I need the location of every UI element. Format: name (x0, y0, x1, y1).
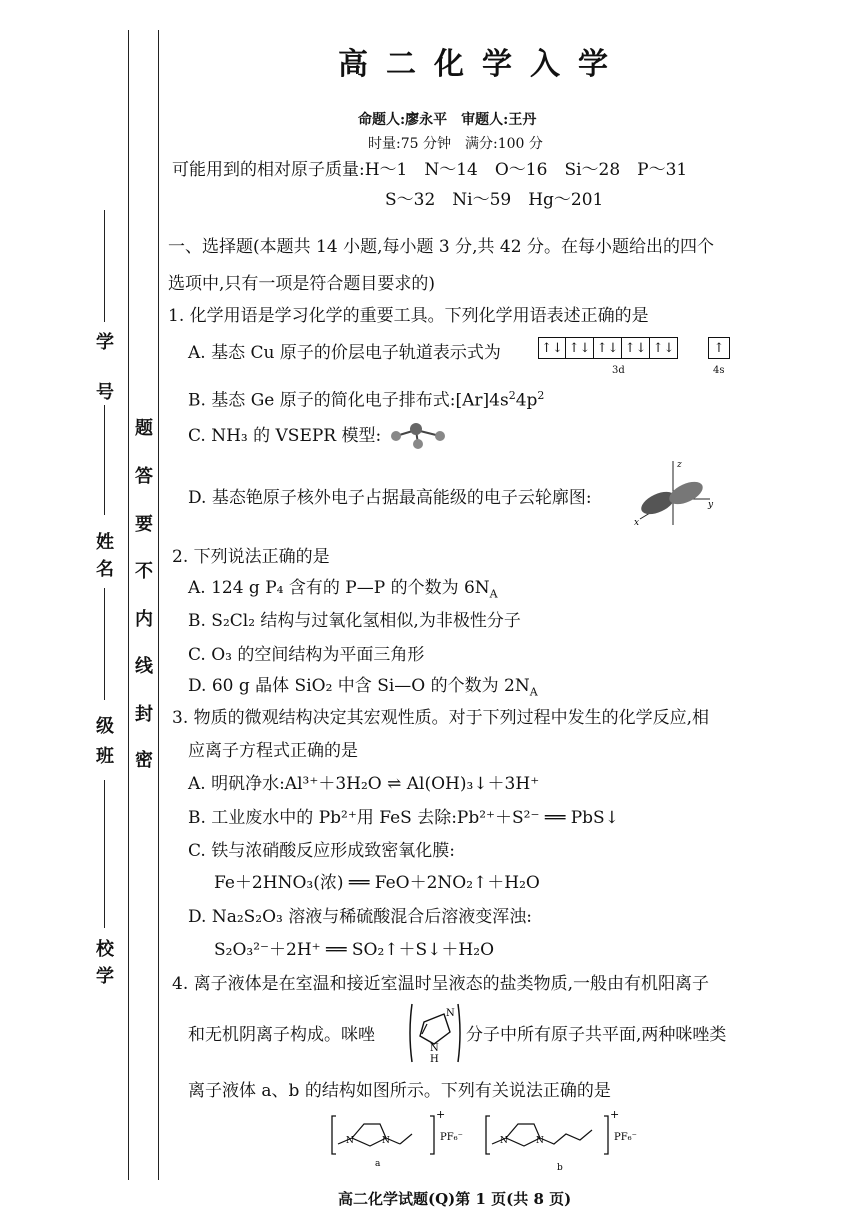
q2-d-text: D. 60 g 晶体 SiO₂ 中含 Si—O 的个数为 2N (188, 676, 530, 696)
q4-line-2b: 分子中所有原子共平面,两种咪唑类 (466, 1025, 727, 1045)
seal-char-7: 封 (135, 704, 153, 725)
seal-char-2: 答 (135, 466, 153, 487)
q2-a-text: A. 124 g P₄ 含有的 P—P 的个数为 6N (188, 578, 490, 598)
school-field[interactable] (104, 860, 105, 928)
q1-orbital-4s (708, 337, 730, 359)
a-anion: PF₆⁻ (440, 1132, 463, 1143)
q1-option-a: A. 基态 Cu 原子的价层电子轨道表示式为 (188, 343, 501, 363)
seal-char-5: 内 (135, 609, 153, 630)
orbital-box: ↑↓ (594, 337, 622, 359)
label-4s: 4s (713, 365, 725, 376)
page-footer: 高二化学试题(Q)第 1 页(共 8 页) (338, 1190, 572, 1208)
section-heading-2: 选项中,只有一项是符合题目要求的) (168, 274, 436, 294)
sidebar-label-xue: 学 (96, 332, 114, 353)
q4-line-2a: 和无机阴离子构成。咪唑 (188, 1025, 375, 1045)
seal-char-1: 题 (135, 418, 153, 439)
authors-line: 命题人:廖永平 审题人:王丹 (358, 112, 537, 128)
sidebar-label-xue2: 学 (96, 966, 114, 987)
section-heading-1: 一、选择题(本题共 14 小题,每小题 3 分,共 42 分。在每小题给出的四个 (168, 237, 714, 257)
seal-char-6: 线 (135, 656, 153, 677)
sidebar-label-ban: 班 (96, 746, 114, 767)
b-n-left: N (500, 1136, 508, 1146)
seal-char-3: 要 (135, 514, 153, 535)
student-id-field[interactable] (104, 210, 105, 322)
structure-b-label: b (557, 1163, 563, 1172)
sidebar-label-hao: 号 (96, 382, 114, 403)
ionic-liquid-b (484, 1108, 654, 1172)
q2-option-d (188, 675, 538, 703)
binding-line-inner (158, 30, 159, 1180)
q3-option-a: A. 明矾净水:Al³⁺＋3H₂O ⇌ Al(OH)₃↓＋3H⁺ (188, 774, 540, 794)
imidazole-nh: N (430, 1043, 439, 1054)
axis-x-label: x (634, 518, 640, 527)
axis-y-label: y (708, 500, 714, 510)
vsepr-model-image (388, 420, 448, 450)
student-id-field-2[interactable] (104, 405, 105, 515)
sidebar-label-xing: 姓 (96, 532, 114, 553)
imidazole-n-top: N (446, 1008, 455, 1019)
q2-option-a (188, 577, 498, 605)
b-n-right: N (536, 1136, 544, 1146)
q2-option-b: B. S₂Cl₂ 结构与过氧化氢相似,为非极性分子 (188, 611, 521, 631)
q2-d-sub: A (529, 685, 538, 699)
b-anion: PF₆⁻ (614, 1132, 637, 1143)
q3-option-d-2: S₂O₃²⁻＋2H⁺ ══ SO₂↑＋S↓＋H₂O (214, 940, 495, 960)
q1-option-d: D. 基态铯原子核外电子占据最高能级的电子云轮廓图: (188, 488, 592, 508)
q4-line-1: 4. 离子液体是在室温和接近室温时呈液态的盐类物质,一般由有机阳离子 (172, 974, 710, 994)
label-3d: 3d (612, 365, 625, 376)
a-charge: + (436, 1108, 446, 1121)
atomic-masses-1: 可能用到的相对原子质量:H～1 N～14 O～16 Si～28 P～31 (172, 160, 688, 180)
ionic-liquid-a (330, 1108, 470, 1168)
atomic-masses-2: S～32 Ni～59 Hg～201 (385, 190, 604, 210)
binding-line-outer (128, 30, 129, 1180)
q2-option-c: C. O₃ 的空间结构为平面三角形 (188, 645, 425, 665)
orbital-box: ↑↓ (566, 337, 594, 359)
q1-option-c: C. NH₃ 的 VSEPR 模型: (188, 426, 382, 446)
q1-orbital-3d (538, 337, 678, 359)
q1-stem: 1. 化学用语是学习化学的重要工具。下列化学用语表述正确的是 (168, 306, 649, 326)
q2-a-sub: A (489, 587, 498, 601)
q1-b-sup1: 2 (508, 389, 516, 402)
q4-line-3: 离子液体 a、b 的结构如图所示。下列有关说法正确的是 (188, 1081, 611, 1101)
q1-option-b (188, 385, 544, 412)
imidazole-structure (406, 1000, 464, 1066)
orbital-box: ↑↓ (650, 337, 678, 359)
q1-b-text: B. 基态 Ge 原子的简化电子排布式:[Ar]4s (188, 390, 509, 411)
time-line: 时量:75 分钟 满分:100 分 (368, 136, 543, 152)
q1-b-sup2: 2 (537, 389, 545, 402)
a-n-left: N (346, 1136, 354, 1146)
b-charge: + (610, 1108, 620, 1121)
q2-stem: 2. 下列说法正确的是 (172, 547, 330, 567)
structure-a-label: a (375, 1159, 381, 1168)
sidebar-label-ming: 名 (96, 559, 114, 580)
seal-char-8: 密 (135, 750, 153, 771)
q3-option-b: B. 工业废水中的 Pb²⁺用 FeS 去除:Pb²⁺＋S²⁻ ══ PbS↓ (188, 808, 619, 828)
axis-z-label: z (677, 460, 682, 470)
q3-stem-2: 应离子方程式正确的是 (188, 741, 358, 761)
q1-b-mid: 4p (515, 390, 538, 411)
sidebar-label-xiao: 校 (96, 939, 114, 960)
seal-char-4: 不 (135, 561, 153, 582)
page-title: 高二化学入学 (338, 47, 626, 82)
orbital-box: ↑↓ (538, 337, 566, 359)
q3-option-c-2: Fe＋2HNO₃(浓) ══ FeO＋2NO₂↑＋H₂O (214, 873, 540, 893)
q3-option-c-1: C. 铁与浓硝酸反应形成致密氧化膜: (188, 841, 455, 861)
orbital-box: ↑ (708, 337, 730, 359)
electron-cloud-image (628, 455, 718, 527)
sidebar-label-ji: 级 (96, 716, 114, 737)
imidazole-h: H (430, 1054, 439, 1065)
q3-option-d-1: D. Na₂S₂O₃ 溶液与稀硫酸混合后溶液变浑浊: (188, 907, 533, 927)
a-n-right: N (382, 1136, 390, 1146)
name-field[interactable] (104, 588, 105, 700)
q3-stem-1: 3. 物质的微观结构决定其宏观性质。对于下列过程中发生的化学反应,相 (172, 708, 710, 728)
orbital-box: ↑↓ (622, 337, 650, 359)
